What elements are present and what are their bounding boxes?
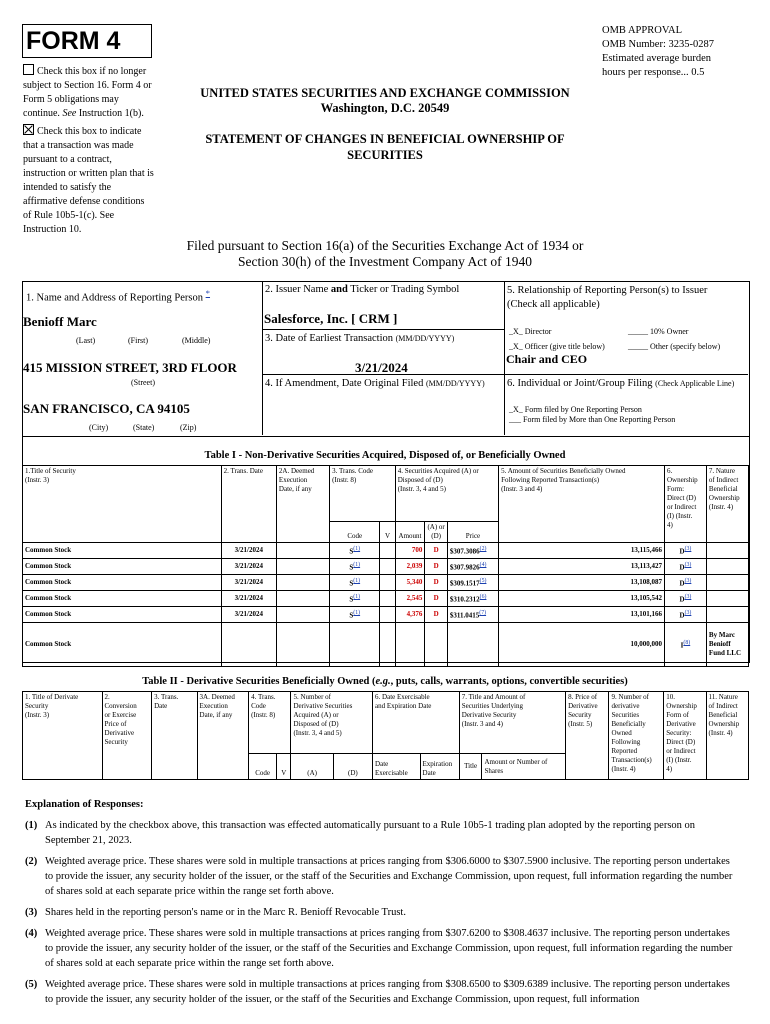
earliest-transaction-date: 3/21/2024 xyxy=(355,360,408,375)
t2-h-date: 3. Trans. Date xyxy=(152,692,197,780)
section16-text2: subject to Section 16. Form 4 or xyxy=(23,80,152,91)
footnote-item xyxy=(25,818,740,848)
footnote-item xyxy=(25,977,740,1007)
amount-cell: 700 xyxy=(395,543,425,559)
t2-h-form: 10. Ownership Form of Derivative Security: Direct (D) or Indirect (I) (Instr. 4) xyxy=(664,692,706,780)
section16-text4: continue. xyxy=(23,108,60,119)
form-title: FORM 4 xyxy=(26,27,121,55)
price-cell: $309.1517$^{(5)}$ xyxy=(447,575,498,591)
t2-h-sub-v: V xyxy=(277,754,291,780)
owned-cell: 13,113,427 xyxy=(499,559,665,575)
footnote-link[interactable]: (1) xyxy=(353,561,361,568)
t2-h-sub-d: (D) xyxy=(333,754,372,780)
owned-cell: 13,108,087 xyxy=(499,575,665,591)
t1-h-acquired: 4. Securities Acquired (A) or Disposed of (D) (Instr. 3, 4 and 5) xyxy=(395,466,498,522)
table1-title: Table I - Non-Derivative Securities Acquired, Disposed of, or Beneficially Owned xyxy=(204,450,566,461)
ownership-form-cell: $D^{(3)}$ xyxy=(664,559,706,575)
filed-line2: Section 30(h) of the Investment Company Act of 1940 xyxy=(238,254,532,269)
t2-h-sub-exp: Expiration Date xyxy=(420,754,459,780)
agency-heading xyxy=(180,86,590,116)
footnote-link[interactable]: (6) xyxy=(479,593,487,600)
ownership-form-cell: $D^{(3)}$ xyxy=(664,591,706,607)
footnote-text: Shares held in the reporting person's name or in the Marc R. Benioff Revocable Trust. xyxy=(45,907,406,918)
nature-cell xyxy=(706,559,748,575)
footnote-link[interactable]: (5) xyxy=(479,577,487,584)
t1-h-sub-amount: Amount xyxy=(395,522,425,543)
t2-h-deemed: 3A. Deemed Execution Date, if any xyxy=(197,692,249,780)
street-label: (Street) xyxy=(131,378,155,387)
footnote-link[interactable]: (3) xyxy=(684,561,692,568)
deemed-date-cell xyxy=(276,623,329,667)
footnote-link[interactable]: (1) xyxy=(353,593,361,600)
v-cell xyxy=(380,623,395,667)
footnotes-list xyxy=(25,818,740,1013)
t1-h-nature: 7. Nature of Indirect Beneficial Ownership (Instr. 4) xyxy=(706,466,748,543)
t1-h-title: 1.Title of Security (Instr. 3) xyxy=(23,466,222,543)
footnote-link[interactable]: (1) xyxy=(353,577,361,584)
a-or-d-cell: D xyxy=(425,575,448,591)
nature-cell xyxy=(706,543,748,559)
t2-h-sub-a: (A) xyxy=(291,754,333,780)
v-cell xyxy=(380,607,395,623)
director-check[interactable]: _X_ Director xyxy=(509,327,552,336)
ownership-form-cell: $I^{(8)}$ xyxy=(664,623,706,667)
security-title-cell: Common Stock xyxy=(23,607,222,623)
one-person-check[interactable]: _X_ Form filed by One Reporting Person xyxy=(509,405,642,414)
footnote-link[interactable]: (1) xyxy=(353,609,361,616)
rule10b5-line: pursuant to a contract, xyxy=(23,154,112,165)
owned-cell: 13,105,542 xyxy=(499,591,665,607)
amount-cell: 2,545 xyxy=(395,591,425,607)
footnote-item xyxy=(25,926,740,971)
box2-label: 2. Issuer Name and Ticker or Trading Symbol xyxy=(265,284,460,295)
price-cell: $307.9826$^{(4)}$ xyxy=(447,559,498,575)
footnote-item xyxy=(25,854,740,899)
rule10b5-line: instruction or written plan that is xyxy=(23,168,154,179)
t2-h-exercisable: 6. Date Exercisable and Expiration Date xyxy=(373,692,460,754)
v-cell xyxy=(380,575,395,591)
deemed-date-cell xyxy=(276,607,329,623)
price-cell: $307.3086$^{(2)}$ xyxy=(447,543,498,559)
omb-line4: hours per response... 0.5 xyxy=(602,67,705,78)
security-title-cell: Common Stock xyxy=(23,623,222,667)
t1-h-form: 6. Ownership Form: Direct (D) or Indirect (I) (Instr. 4) xyxy=(664,466,706,543)
section16-text3: Form 5 obligations may xyxy=(23,94,119,105)
owned-cell: 10,000,000 xyxy=(499,623,665,667)
a-or-d-cell: D xyxy=(425,607,448,623)
name-middle-label: (Middle) xyxy=(182,336,211,345)
trans-code-cell: $S^{(1)}$ xyxy=(330,607,380,623)
t2-h-title: 1. Title of Derivate Security (Instr. 3) xyxy=(23,692,103,780)
explanation-heading: Explanation of Responses: xyxy=(25,799,144,810)
deemed-date-cell xyxy=(276,543,329,559)
footnote-text: Weighted average price. These shares were sold in multiple transactions at prices ranging from $306.6000 to $307.5900 inclusive. The reporting person undertakes to provide the issuer, any security holder of the issuer, or the staff of the Securities and Exchange Commission, upon request, full information regarding the number of shares sold at each separate price within the range set forth above. xyxy=(45,856,733,897)
deemed-date-cell xyxy=(276,591,329,607)
t1-h-date: 2. Trans. Date xyxy=(221,466,276,543)
ownership-form-cell: $D^{(3)}$ xyxy=(664,543,706,559)
footnote-link[interactable]: (3) xyxy=(684,593,692,600)
officer-check[interactable]: _X_ Officer (give title below) xyxy=(509,342,605,351)
trans-date-cell: 3/21/2024 xyxy=(221,575,276,591)
trans-code-cell: $S^{(1)}$ xyxy=(330,575,380,591)
t2-h-owned: 9. Number of derivative Securities Beneficially Owned Following Reported Transaction(s) (Instr. 4) xyxy=(609,692,664,780)
box1-label: 1. Name and Address of Reporting Person * xyxy=(26,288,211,304)
ten-pct-owner-check[interactable]: _____ 10% Owner xyxy=(628,327,689,336)
table-row xyxy=(23,559,749,575)
amount-cell: 2,039 xyxy=(395,559,425,575)
t2-h-sub-title: Title xyxy=(459,754,482,780)
rule10b5-checkbox-block xyxy=(23,124,183,237)
filed-line1: Filed pursuant to Section 16(a) of the Securities Exchange Act of 1934 or xyxy=(186,238,584,253)
footnote-item xyxy=(25,905,740,920)
section16-checkbox[interactable] xyxy=(23,64,34,75)
t2-h-sub-amount: Amount or Number of Shares xyxy=(482,754,566,780)
agency-line1: UNITED STATES SECURITIES AND EXCHANGE COMMISSION xyxy=(200,86,570,100)
section16-see: See xyxy=(62,108,77,119)
statement-heading xyxy=(180,131,590,163)
security-title-cell: Common Stock xyxy=(23,559,222,575)
nature-cell xyxy=(706,575,748,591)
box3-label: 3. Date of Earliest Transaction (MM/DD/YYYY) xyxy=(265,333,455,344)
table-row xyxy=(23,591,749,607)
price-cell xyxy=(447,623,498,667)
a-or-d-cell xyxy=(425,623,448,667)
other-check[interactable]: _____ Other (specify below) xyxy=(628,342,721,351)
footnote-link[interactable]: (3) xyxy=(684,609,692,616)
box5-label: 5. Relationship of Reporting Person(s) to Issuer (Check all applicable) xyxy=(507,285,708,310)
footnote-link[interactable]: (7) xyxy=(479,609,487,616)
section16-text5: Instruction 1(b). xyxy=(78,108,144,119)
amount-cell: 5,340 xyxy=(395,575,425,591)
t1-h-sub-price: Price xyxy=(447,522,498,543)
omb-line2: OMB Number: 3235-0287 xyxy=(602,39,714,50)
rule10b5-line: Instruction 10. xyxy=(23,224,82,235)
rule10b5-line: of Rule 10b5-1(c). See xyxy=(23,210,115,221)
security-title-cell: Common Stock xyxy=(23,591,222,607)
trans-code-cell: $S^{(1)}$ xyxy=(330,559,380,575)
ownership-form-cell: $D^{(3)}$ xyxy=(664,607,706,623)
section16-text1: Check this box if no longer xyxy=(37,66,147,77)
a-or-d-cell: D xyxy=(425,591,448,607)
footnote-link[interactable]: (8) xyxy=(683,639,691,646)
nature-cell: By Marc Benioff Fund LLC xyxy=(706,623,748,667)
footnote-text: Weighted average price. These shares were sold in multiple transactions at prices ranging from $308.6500 to $309.6389 inclusive. The reporting person undertakes to provide the issuer, any security holder of the issuer, or the staff of the Securities and Exchange Commission, upon request, full information xyxy=(45,979,730,1005)
table-row xyxy=(23,575,749,591)
statement-line2: SECURITIES xyxy=(347,148,423,162)
nature-cell xyxy=(706,591,748,607)
omb-line1: OMB APPROVAL xyxy=(602,25,683,36)
rule10b5-line: Check this box to indicate xyxy=(37,126,142,137)
t2-h-price: 8. Price of Derivative Security (Instr. 5) xyxy=(566,692,609,780)
security-title-cell: Common Stock xyxy=(23,575,222,591)
section16-checkbox-block xyxy=(23,64,183,121)
omb-approval xyxy=(602,24,762,80)
footnote-number: (1) xyxy=(25,820,38,831)
name-last-label: (Last) xyxy=(76,336,96,345)
amount-cell: 4,376 xyxy=(395,607,425,623)
zip-label: (Zip) xyxy=(180,423,197,432)
omb-line3: Estimated average burden xyxy=(602,53,712,64)
rule10b5-checkbox[interactable] xyxy=(23,124,34,135)
footnote-link[interactable]: (2) xyxy=(479,545,487,552)
a-or-d-cell: D xyxy=(425,543,448,559)
price-cell: $311.0415$^{(7)}$ xyxy=(447,607,498,623)
v-cell xyxy=(380,559,395,575)
amount-cell xyxy=(395,623,425,667)
a-or-d-cell: D xyxy=(425,559,448,575)
deemed-date-cell xyxy=(276,559,329,575)
rule10b5-line: that a transaction was made xyxy=(23,140,134,151)
t1-h-deemed: 2A. Deemed Execution Date, if any xyxy=(276,466,329,543)
table2 xyxy=(22,691,749,780)
deemed-date-cell xyxy=(276,575,329,591)
table-row xyxy=(23,623,749,667)
t2-h-nature: 11. Nature of Indirect Beneficial Ownership (Instr. 4) xyxy=(706,692,748,780)
footnote-number: (2) xyxy=(25,856,38,867)
trans-code-cell: $S^{(1)}$ xyxy=(330,543,380,559)
footnote-number: (5) xyxy=(25,979,38,990)
agency-line2: Washington, D.C. 20549 xyxy=(320,101,450,115)
t1-h-owned: 5. Amount of Securities Beneficially Owned Following Reported Transaction(s) (Instr. 3 and 4) xyxy=(499,466,665,543)
trans-code-cell: $S^{(1)}$ xyxy=(330,591,380,607)
statement-line1: STATEMENT OF CHANGES IN BENEFICIAL OWNERSHIP OF xyxy=(205,132,565,146)
name-first-label: (First) xyxy=(128,336,148,345)
t1-h-sub-v: V xyxy=(380,522,395,543)
trans-date-cell: 3/21/2024 xyxy=(221,607,276,623)
table1 xyxy=(22,465,749,667)
t2-h-sub-code: Code xyxy=(249,754,277,780)
footnote-number: (4) xyxy=(25,928,38,939)
table2-title: Table II - Derivative Securities Beneficially Owned (e.g., puts, calls, warrants, options, convertible securities) xyxy=(142,676,628,687)
t1-h-sub-code: Code xyxy=(330,522,380,543)
footnote-link[interactable]: (3) xyxy=(684,545,692,552)
v-cell xyxy=(380,591,395,607)
table-row xyxy=(23,607,749,623)
footnote-number: (3) xyxy=(25,907,38,918)
street-address: 415 MISSION STREET, 3RD FLOOR xyxy=(23,360,237,375)
table-row xyxy=(23,543,749,559)
officer-title: Chair and CEO xyxy=(506,352,588,366)
box1-star[interactable]: * xyxy=(205,288,211,298)
state-label: (State) xyxy=(133,423,155,432)
ownership-form-cell: $D^{(3)}$ xyxy=(664,575,706,591)
t2-h-code: 4. Trans. Code (Instr. 8) xyxy=(249,692,291,754)
reporting-person-name: Benioff Marc xyxy=(23,314,97,329)
nature-cell xyxy=(706,607,748,623)
footnote-link[interactable]: (3) xyxy=(684,577,692,584)
v-cell xyxy=(380,543,395,559)
filed-pursuant xyxy=(150,238,620,270)
price-cell: $310.2312$^{(6)}$ xyxy=(447,591,498,607)
footnote-link[interactable]: (1) xyxy=(353,545,361,552)
rule10b5-line: affirmative defense conditions xyxy=(23,196,145,207)
trans-date-cell: 3/21/2024 xyxy=(221,543,276,559)
t1-h-sub-aord: (A) or (D) xyxy=(425,522,448,543)
table1-body xyxy=(23,543,749,667)
rule10b5-line: intended to satisfy the xyxy=(23,182,112,193)
security-title-cell: Common Stock xyxy=(23,543,222,559)
t2-h-number: 5. Number of Derivative Securities Acquired (A) or Disposed of (D) (Instr. 3, 4 and 5) xyxy=(291,692,373,754)
t1-h-code: 3. Trans. Code (Instr. 8) xyxy=(330,466,396,522)
owned-cell: 13,115,466 xyxy=(499,543,665,559)
box4-label: 4. If Amendment, Date Original Filed (MM/DD/YYYY) xyxy=(265,378,485,389)
t2-h-underlying: 7. Title and Amount of Securities Underlying Derivative Security (Instr. 3 and 4) xyxy=(459,692,565,754)
t2-h-sub-date-ex: Date Exercisable xyxy=(373,754,421,780)
form-title-box xyxy=(22,24,152,58)
city-state-zip: SAN FRANCISCO, CA 94105 xyxy=(23,401,190,416)
trans-code-cell xyxy=(330,623,380,667)
t2-h-conversion: 2. Conversion or Exercise Price of Derivative Security xyxy=(102,692,152,780)
footnote-link[interactable]: (4) xyxy=(479,561,487,568)
issuer-name: Salesforce, Inc. [ CRM ] xyxy=(264,311,398,326)
trans-date-cell xyxy=(221,623,276,667)
footnote-text: Weighted average price. These shares were sold in multiple transactions at prices ranging from $307.6200 to $308.4637 inclusive. The reporting person undertakes to provide the issuer, any security holder of the issuer, or the staff of the Securities and Exchange Commission, upon request, full information regarding the number of shares sold at each separate price within the range set forth above. xyxy=(45,928,733,969)
more-person-check[interactable]: ___ Form filed by More than One Reporting Person xyxy=(509,415,676,424)
owned-cell: 13,101,166 xyxy=(499,607,665,623)
trans-date-cell: 3/21/2024 xyxy=(221,591,276,607)
box6-label: 6. Individual or Joint/Group Filing (Check Applicable Line) xyxy=(507,378,735,389)
footnote-text: As indicated by the checkbox above, this transaction was effected automatically pursuant to a Rule 10b5-1 trading plan adopted by the reporting person on September 21, 2023. xyxy=(45,820,696,846)
city-label: (City) xyxy=(89,423,109,432)
trans-date-cell: 3/21/2024 xyxy=(221,559,276,575)
